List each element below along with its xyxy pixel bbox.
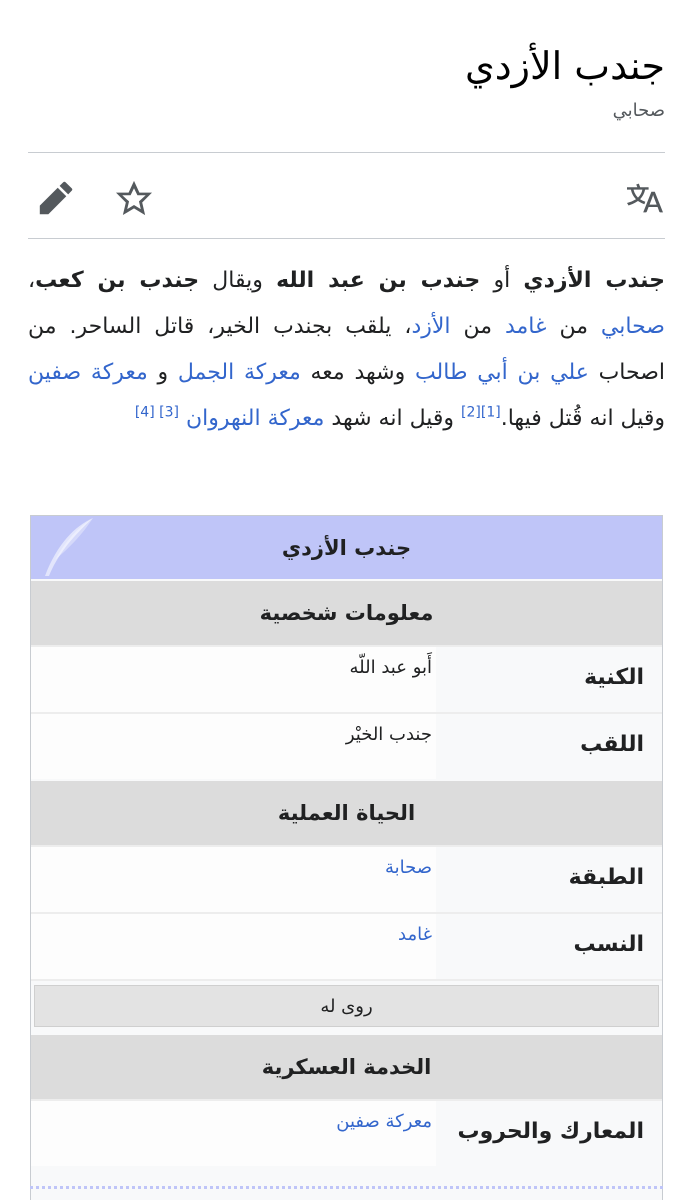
page-subtitle: صحابي [612,100,665,121]
infobox-title-band [31,516,662,579]
nasab-value-link[interactable]: غامد [31,914,436,979]
row-battles [31,1099,662,1166]
laqab-label: اللقب [436,714,662,779]
toolbar-divider [28,238,665,239]
link-nahrawan[interactable]: معركة النهروان [186,406,325,431]
lead-paragraph [28,258,665,442]
lead-text: ، [28,268,36,293]
row-tabaqa [31,845,662,912]
lead-alt-name: جندب بن عبد الله [276,268,481,293]
link-siffin[interactable]: معركة صفين [28,360,148,385]
section-personal-info: معلومات شخصية [31,579,662,645]
edit-button[interactable] [36,178,76,218]
lead-text: أو [480,268,524,293]
narrators-toggle[interactable]: روى له [34,985,659,1027]
nasab-label: النسب [436,914,662,979]
lead-text: ويقال [199,268,277,293]
infobox [30,515,663,1200]
kunya-value: أَبو عبد اللّه [31,647,436,712]
link-ali[interactable]: علي بن أبي طالب [414,360,589,385]
pencil-icon [38,180,74,216]
page-title: جندب الأزدي [464,44,665,88]
language-icon [627,180,663,216]
link-ghamid[interactable]: غامد [504,314,547,339]
ref-3[interactable]: [3] [159,404,179,421]
lead-name: جندب الأزدي [523,268,665,293]
row-nasab [31,912,662,979]
lead-alt-name-2: جندب بن كعب [35,268,200,293]
lead-text: وقيل انه شهد [324,406,462,431]
section-career: الحياة العملية [31,779,662,845]
lead-text: وقيل انه قُتل فيها. [500,406,665,431]
infobox-bottom-border [30,1186,663,1192]
watch-star-button[interactable] [114,178,154,218]
section-military: الخدمة العسكرية [31,1033,662,1099]
link-sahabi[interactable]: صحابي [600,314,665,339]
ref-4[interactable]: [4] [134,404,155,421]
header-divider [28,152,665,153]
lead-text: ، يلقب بجندب الخير، قاتل الساحر. من اصحاب [28,314,666,385]
row-laqab [31,712,662,779]
battles-value-link[interactable]: معركة صفين [31,1101,436,1166]
battles-label: المعارك والحروب [436,1101,662,1166]
star-icon [116,180,152,216]
language-button[interactable] [625,178,665,218]
quill-icon [35,516,95,579]
link-jamal[interactable]: معركة الجمل [177,360,301,385]
narrators-row [31,979,662,1033]
lead-text: من [450,314,505,339]
ref-1[interactable]: [1] [480,404,501,421]
kunya-label: الكنية [436,647,662,712]
ref-2[interactable]: [2] [461,404,481,421]
page-header [28,40,665,124]
row-kunya [31,645,662,712]
page-actions-toolbar [28,158,665,238]
link-azd[interactable]: الأزد [411,314,451,339]
tabaqa-value-link[interactable]: صحابة [31,847,436,912]
lead-text: وشهد معه [300,360,415,385]
tabaqa-label: الطبقة [436,847,662,912]
lead-text: من [546,314,601,339]
laqab-value: جندب الخيْر [31,714,436,779]
lead-text: و [147,360,178,385]
infobox-title: جندب الأزدي [281,535,412,560]
